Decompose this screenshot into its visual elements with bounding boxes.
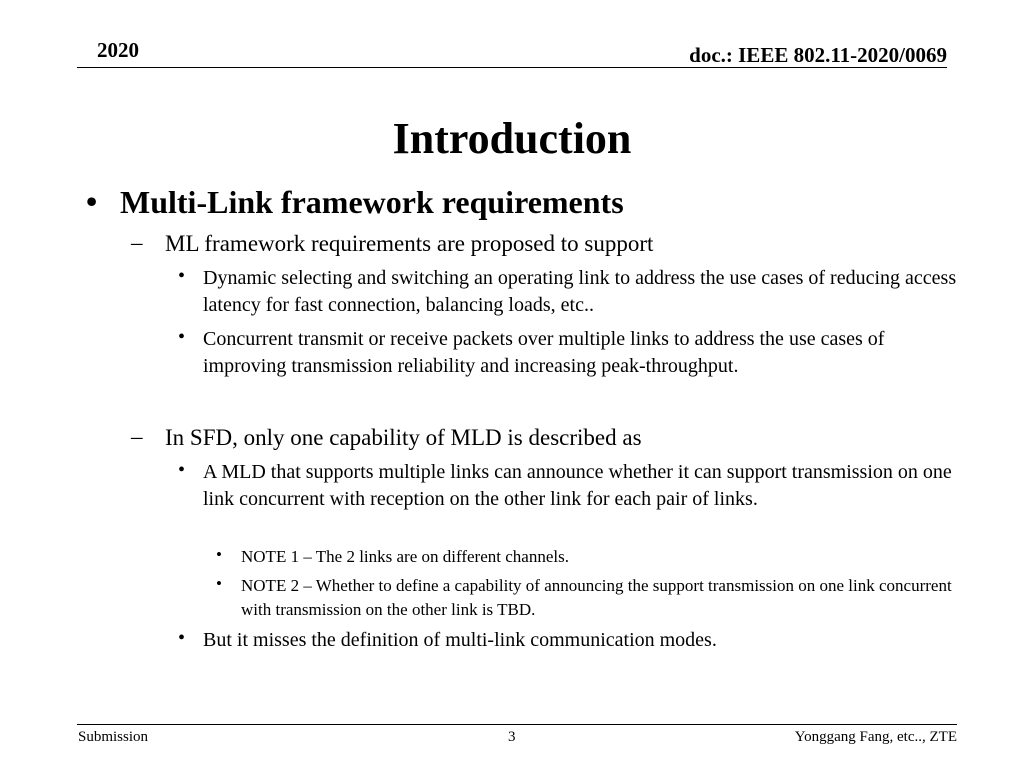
section1-item1-bullet: • [178, 265, 186, 287]
note1-text: NOTE 1 – The 2 links are on different channels. [241, 547, 569, 566]
footer-submission: Submission [78, 729, 149, 745]
header-year: 2020 [97, 38, 139, 62]
footer-page-number: 3 [508, 729, 516, 745]
heading-text: Multi-Link framework requirements [120, 184, 624, 220]
section2-item1-bullet: • [178, 459, 186, 481]
section2-text: In SFD, only one capability of MLD is described as [165, 425, 642, 450]
section2-dash: – [131, 424, 143, 449]
slide-title: Introduction [392, 114, 632, 163]
section2-item2-bullet: • [178, 627, 186, 649]
section1-dash: – [131, 230, 143, 255]
section2-item1-text: A MLD that supports multiple links can announce whether it can support transmission on one link concurrent with reception on the other link for each pair of links. [203, 461, 952, 510]
section2-item2-text: But it misses the definition of multi-link communication modes. [203, 629, 717, 651]
section1-item2-bullet: • [178, 326, 186, 348]
section1-text: ML framework requirements are proposed to support [165, 231, 654, 256]
heading-bullet: • [86, 183, 98, 219]
note2-bullet: • [216, 574, 222, 593]
note2-text: NOTE 2 – Whether to define a capability of announcing the support transmission on one link concurrent with transmission on the other link is TBD. [241, 576, 952, 619]
header-divider [77, 67, 947, 68]
header-doc-id: doc.: IEEE 802.11-2020/0069 [689, 43, 947, 67]
section1-item2-text: Concurrent transmit or receive packets over multiple links to address the use cases of improving transmission reliability and increasing peak-throughput. [203, 328, 885, 377]
footer-author: Yonggang Fang, etc.., ZTE [794, 729, 957, 745]
footer-divider [77, 724, 957, 725]
section1-item1-text: Dynamic selecting and switching an operating link to address the use cases of reducing access latency for fast connection, balancing loads, etc.. [203, 267, 957, 316]
note1-bullet: • [216, 545, 222, 564]
